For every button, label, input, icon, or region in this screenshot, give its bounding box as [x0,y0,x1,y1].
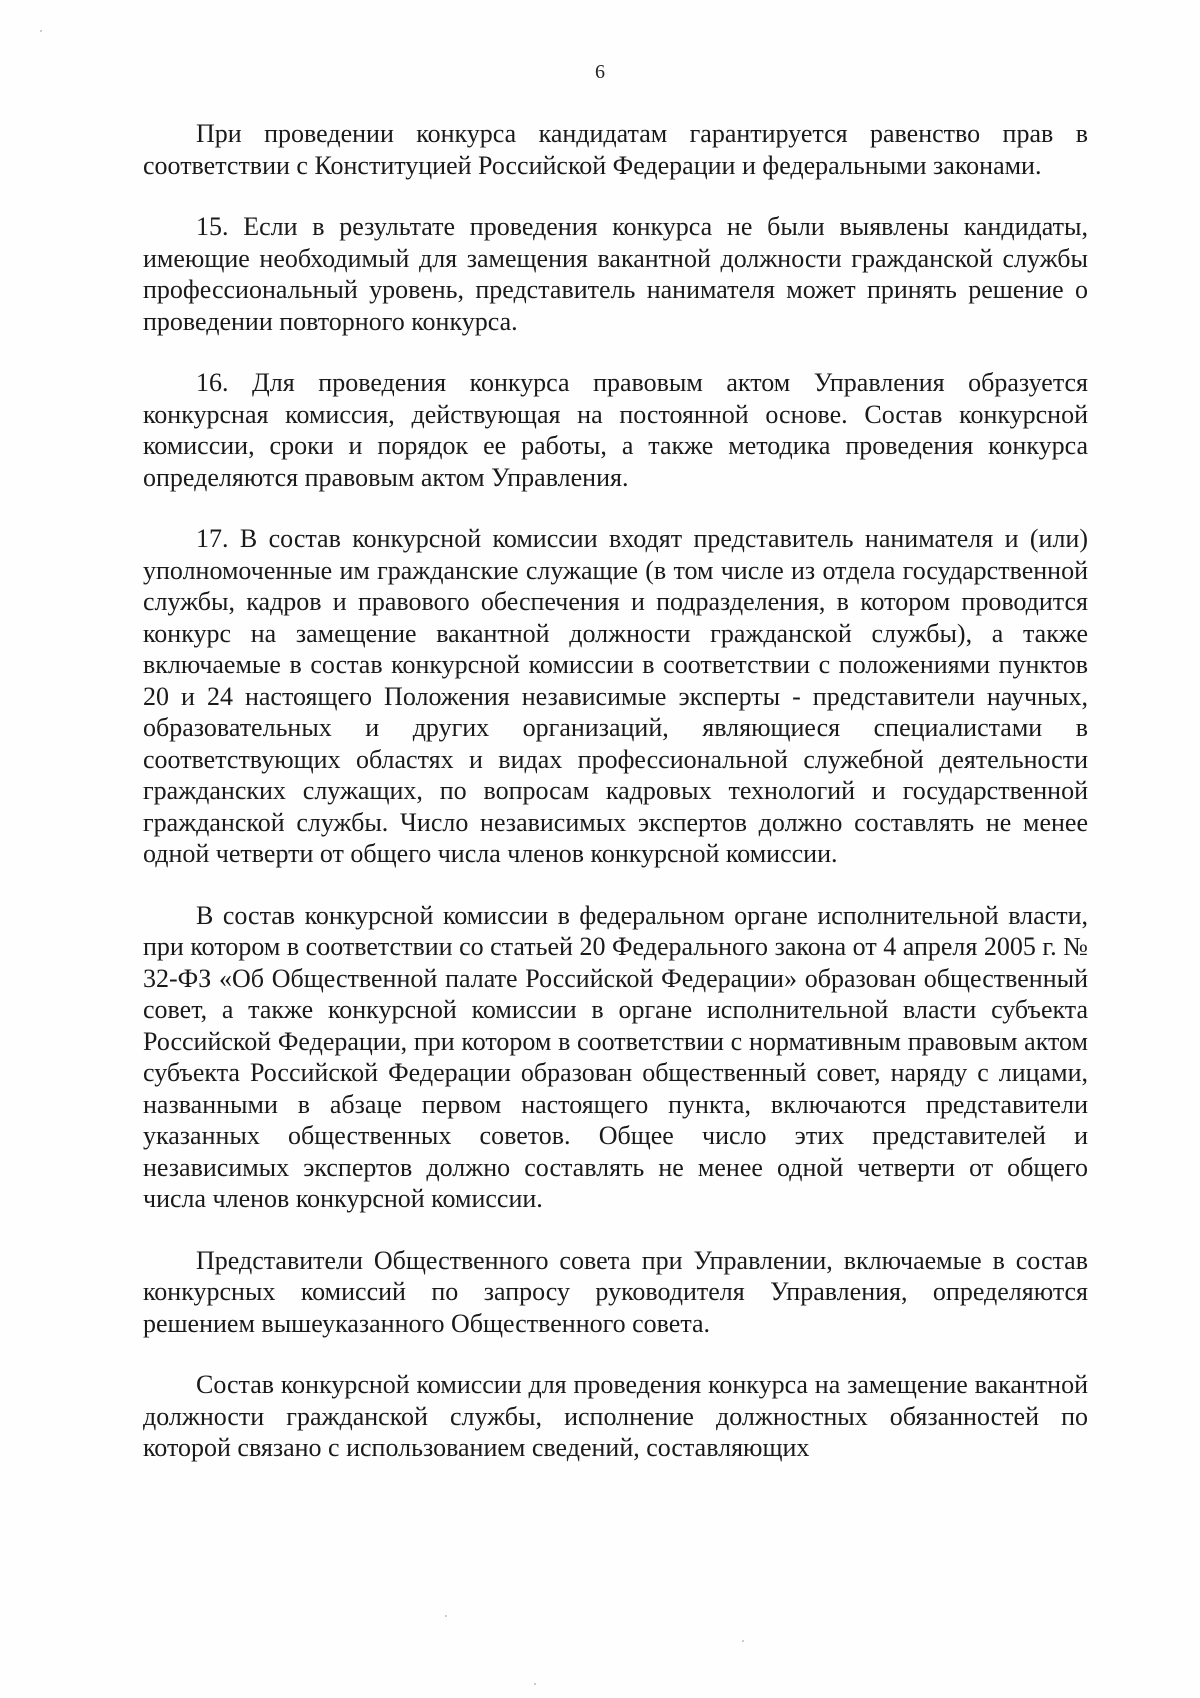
document-body [143,118,1088,1494]
scan-speck [445,1615,447,1617]
paragraph-16-commission-formation: 16. Для проведения конкурса правовым актом Управления образуется конкурсная комиссия, действующая на постоянной основе. Состав конкурсной комиссии, сроки и порядок ее работы, а также методика проведения конкурса определяются правовым актом Управления. [143,368,1088,492]
paragraph-17-commission-composition: 17. В состав конкурсной комиссии входят представитель нанимателя и (или) уполномоченные им гражданские служащие (в том числе из отдела государственной службы, кадров и правового обеспечения и подразделения, в котором проводится конкурс на замещение вакантной должности гражданской службы), а также включаемые в состав конкурсной комиссии в соответствии с положениями пунктов 20 и 24 настоящего Положения независимые эксперты - представители научных, образовательных и других организаций, являющиеся специалистами в соответствующих областях и видах профессиональной служебной деятельности гражданских служащих, по вопросам кадровых технологий и государственной гражданской службы. Число независимых экспертов должно составлять не менее одной четверти от общего числа членов конкурсной комиссии. [143,524,1088,868]
paragraph-secret-positions: Состав конкурсной комиссии для проведения конкурса на замещение вакантной должности гражданской службы, исполнение должностных обязанностей по которой связано с использованием сведений, составляющих [143,1370,1088,1462]
scan-speck [40,30,42,32]
scan-speck [534,1683,536,1685]
paragraph-15-repeat-contest: 15. Если в результате проведения конкурса не были выявлены кандидаты, имеющие необходимый для замещения вакантной должности гражданской службы профессиональный уровень, представитель нанимателя может принять решение о проведении повторного конкурса. [143,212,1088,336]
scan-speck [742,1640,744,1642]
page-number: 6 [595,61,605,83]
paragraph-council-representatives: Представители Общественного совета при Управлении, включаемые в состав конкурсных комиссий по запросу руководителя Управления, определяются решением вышеуказанного Общественного совета. [143,1245,1088,1338]
paragraph-equal-rights: При проведении конкурса кандидатам гарантируется равенство прав в соответствии с Конституцией Российской Федерации и федеральными законами. [143,119,1088,180]
paragraph-public-council-members: В состав конкурсной комиссии в федеральном органе исполнительной власти, при котором в соответствии со статьей 20 Федерального закона от 4 апреля 2005 г. № 32-ФЗ «Об Общественной палате Российской Федерации» образован общественный совет, а также конкурсной комиссии в органе исполнительной власти субъекта Российской Федерации, при котором в соответствии с нормативным правовым актом субъекта Российской Федерации образован общественный совет, наряду с лицами, названными в абзаце первом настоящего пункта, включаются представители указанных общественных советов. Общее число этих представителей и независимых экспертов должно составлять не менее одной четверти от общего числа членов конкурсной комиссии. [143,900,1088,1213]
